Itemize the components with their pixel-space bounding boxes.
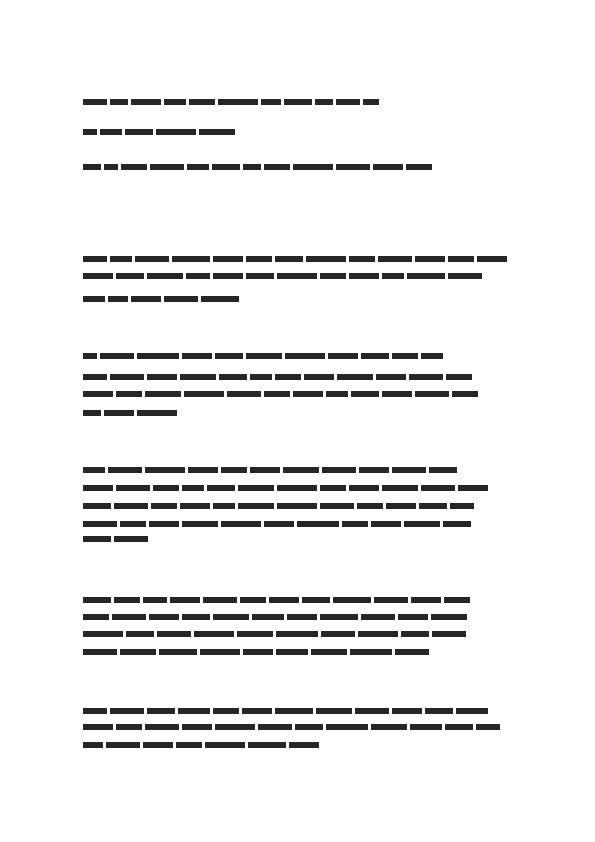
redacted-word [145,391,181,397]
redacted-word [277,485,317,491]
redacted-word [83,649,117,655]
redacted-word [392,353,418,359]
redacted-word [137,353,179,359]
redacted-word [404,521,440,527]
redacted-word [382,391,412,397]
redacted-word [406,164,432,170]
redacted-word [83,410,101,416]
redacted-word [104,164,118,170]
redacted-word [246,353,282,359]
redacted-word [116,724,142,730]
redacted-word [83,536,111,542]
redacted-word [200,649,240,655]
redacted-word [350,649,392,655]
redacted-word [276,631,318,637]
redacted-word [284,99,312,105]
paragraph-3-line-1 [83,466,510,474]
paragraph-5-line-2 [83,723,510,731]
redacted-word [83,631,123,637]
redacted-word [336,99,360,105]
redacted-word [351,391,379,397]
redacted-word [83,742,103,748]
paragraph-3-line-5 [83,535,153,543]
redacted-word [326,724,368,730]
redacted-word [275,374,301,380]
redacted-word [180,503,210,509]
redacted-word [398,614,428,620]
redacted-word [248,742,286,748]
redacted-word [83,129,97,135]
redacted-word [114,597,140,603]
redacted-word [83,164,101,170]
redacted-word [83,485,113,491]
redacted-word [415,256,445,262]
redacted-word [382,485,418,491]
redacted-word [293,164,333,170]
redacted-word [187,164,209,170]
redacted-word [243,649,273,655]
redacted-word [320,485,346,491]
header-line-1 [83,98,383,106]
redacted-word [269,597,299,603]
redacted-word [213,256,243,262]
redacted-word [321,631,355,637]
redacted-word [205,742,245,748]
redacted-word [293,391,323,397]
redacted-word [261,99,281,105]
redacted-word [445,724,473,730]
paragraph-2-line-2 [83,373,510,381]
redacted-word [143,597,167,603]
redacted-word [306,256,346,262]
redacted-word [218,99,258,105]
redacted-word [392,708,422,714]
redacted-word [182,353,212,359]
redacted-word [320,614,358,620]
redacted-word [315,99,333,105]
paragraph-1-line-3 [83,295,244,303]
redacted-word [116,273,144,279]
redacted-word [450,503,474,509]
redacted-word [114,536,148,542]
redacted-word [359,467,389,473]
redacted-word [287,614,317,620]
redacted-word [120,649,156,655]
redacted-word [302,597,330,603]
redacted-word [108,467,142,473]
redacted-word [421,485,455,491]
paragraph-4-line-4 [83,648,471,656]
redacted-word [371,724,407,730]
redacted-word [221,467,247,473]
redacted-word [252,614,284,620]
paragraph-5-line-1 [83,707,510,715]
paragraph-2-line-3 [83,390,510,398]
redacted-word [382,273,404,279]
paragraph-2-line-4 [83,409,183,417]
redacted-word [213,273,243,279]
redacted-word [147,273,183,279]
redacted-word [264,391,290,397]
redacted-word [355,708,389,714]
redacted-word [213,503,235,509]
redacted-word [258,724,292,730]
redacted-word [100,129,122,135]
redacted-word [328,353,358,359]
redacted-word [238,485,274,491]
redacted-word [320,273,346,279]
redacted-word [145,724,179,730]
redacted-word [320,503,354,509]
redacted-word [336,164,370,170]
redacted-word [458,485,488,491]
redacted-word [149,614,179,620]
redacted-word [371,521,401,527]
paragraph-3-line-3 [83,502,510,510]
redacted-word [419,503,447,509]
redacted-word [159,649,197,655]
redacted-word [147,374,177,380]
redacted-word [213,708,239,714]
redacted-word [297,521,339,527]
paragraph-1-line-1 [83,255,510,263]
paragraph-1-line-2 [83,272,510,280]
redacted-word [221,521,261,527]
header-line-3 [83,163,461,171]
redacted-word [227,391,261,397]
redacted-word [150,164,184,170]
redacted-word [100,353,134,359]
redacted-word [83,597,111,603]
redacted-word [114,503,148,509]
redacted-word [401,631,429,637]
redacted-word [186,273,210,279]
redacted-word [135,256,169,262]
redacted-word [143,742,173,748]
redacted-word [326,391,348,397]
redacted-word [264,521,294,527]
redacted-word [240,597,266,603]
redacted-word [283,467,319,473]
redacted-word [237,631,273,637]
redacted-word [411,597,441,603]
redacted-word [108,296,128,302]
redacted-word [83,614,109,620]
redacted-word [151,503,177,509]
redacted-word [431,614,467,620]
redacted-word [189,99,215,105]
redacted-word [219,374,247,380]
redacted-word [238,503,274,509]
redacted-word [83,273,113,279]
redacted-word [194,631,234,637]
redacted-word [110,708,144,714]
redacted-word [275,256,303,262]
redacted-word [276,649,308,655]
redacted-word [476,724,500,730]
redacted-word [83,708,107,714]
redacted-word [131,99,161,105]
redacted-word [342,521,368,527]
redacted-word [83,467,105,473]
paragraph-3-line-2 [83,484,510,492]
redacted-word [106,742,140,748]
redacted-word [126,631,154,637]
redacted-word [184,391,224,397]
redacted-word [83,503,111,509]
redacted-word [207,485,235,491]
redacted-word [456,708,488,714]
redacted-word [83,374,107,380]
redacted-word [203,597,237,603]
redacted-word [421,353,443,359]
redacted-word [110,99,128,105]
redacted-word [212,164,240,170]
redacted-word [349,485,379,491]
redacted-word [409,374,443,380]
redacted-word [349,273,379,279]
redacted-word [125,129,153,135]
redacted-word [242,708,272,714]
paragraph-2-line-1 [83,352,510,360]
redacted-word [277,503,317,509]
redacted-word [376,374,406,380]
redacted-word [83,296,105,302]
redacted-word [357,503,383,509]
redacted-word [215,353,243,359]
redacted-word [156,129,196,135]
redacted-word [361,353,389,359]
redacted-word [407,273,445,279]
redacted-word [432,631,466,637]
redacted-word [83,99,107,105]
redacted-word [164,296,198,302]
redacted-word [116,485,150,491]
redacted-word [452,391,478,397]
redacted-word [275,708,313,714]
redacted-word [444,597,470,603]
redacted-word [199,129,235,135]
redacted-word [182,724,212,730]
redacted-word [446,374,472,380]
redacted-word [425,708,453,714]
redacted-word [120,521,146,527]
paragraph-3-line-4 [83,520,510,528]
redacted-word [349,256,375,262]
redacted-word [182,485,204,491]
redacted-word [172,256,210,262]
redacted-word [477,256,507,262]
redacted-word [410,724,442,730]
redacted-word [213,614,249,620]
redacted-word [215,724,255,730]
redacted-word [250,467,280,473]
redacted-word [112,614,146,620]
redacted-word [147,708,175,714]
redacted-word [361,614,395,620]
redacted-word [178,708,210,714]
redacted-word [188,467,218,473]
redacted-word [153,485,179,491]
redacted-word [374,597,408,603]
redacted-word [311,649,347,655]
redacted-word [182,614,210,620]
redacted-word [131,296,161,302]
redacted-word [164,99,186,105]
paragraph-4-line-3 [83,630,510,638]
redacted-word [322,467,356,473]
paragraph-4-line-2 [83,613,510,621]
header-line-2 [83,128,249,136]
redacted-word [392,467,426,473]
redacted-word [386,503,416,509]
redacted-word [83,353,97,359]
redacted-word [110,374,144,380]
redacted-word [250,374,272,380]
redacted-word [277,273,317,279]
redacted-word [373,164,403,170]
redacted-word [285,353,325,359]
redacted-word [104,410,134,416]
redacted-word [358,631,398,637]
redacted-word [83,724,113,730]
redacted-word [83,521,117,527]
redacted-word [180,374,216,380]
redacted-word [182,521,218,527]
redacted-word [395,649,429,655]
redacted-word [170,597,200,603]
redacted-word [243,164,261,170]
redacted-word [337,374,373,380]
redacted-word [295,724,323,730]
redacted-word [448,273,482,279]
redacted-word [316,708,352,714]
redacted-word [415,391,449,397]
redacted-word [121,164,147,170]
redacted-word [110,256,132,262]
redacted-word [363,99,379,105]
redacted-word [333,597,371,603]
redacted-word [157,631,191,637]
redacted-word [246,273,274,279]
paragraph-4-line-1 [83,596,510,604]
redacted-word [246,256,272,262]
redacted-word [176,742,202,748]
paragraph-5-line-3 [83,741,357,749]
redacted-word [443,521,471,527]
redacted-word [304,374,334,380]
redacted-word [378,256,412,262]
redacted-word [289,742,319,748]
redacted-word [116,391,142,397]
redacted-word [83,256,107,262]
redacted-word [145,467,185,473]
redacted-word [264,164,290,170]
redacted-word [83,391,113,397]
redacted-word [448,256,474,262]
redacted-word [201,296,239,302]
redacted-word [149,521,179,527]
redacted-word [429,467,457,473]
redacted-word [137,410,177,416]
